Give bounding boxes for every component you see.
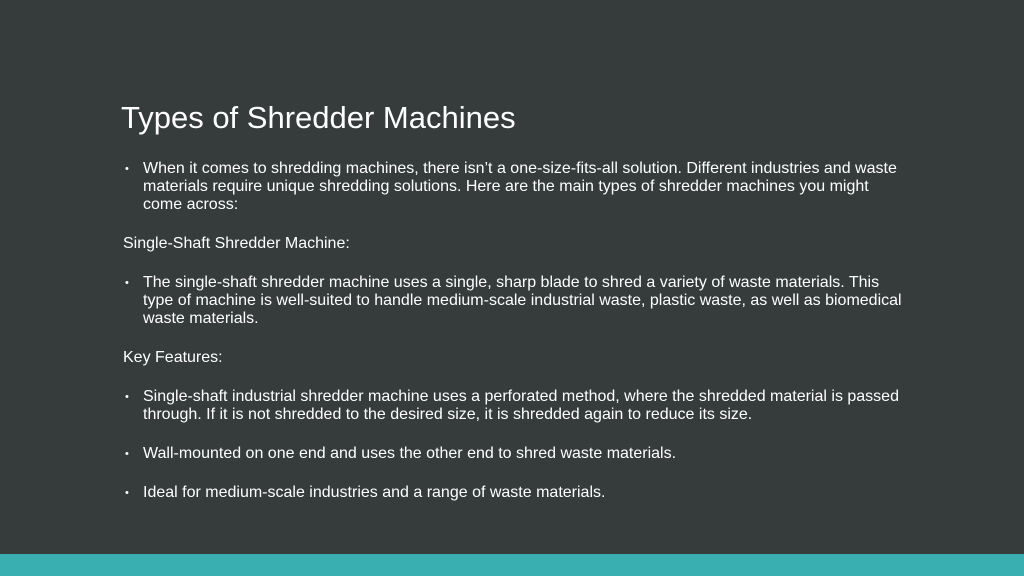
feature-bullet bbox=[122, 445, 912, 463]
intro-bullet-text: When it comes to shredding machines, there isn’t a one-size-fits-all solution. Different industries and waste materials require unique shredding solutions. Here are the main types of shredder machines you might come across: bbox=[143, 160, 897, 213]
feature-bullet-text: Single-shaft industrial shredder machine uses a perforated method, where the shredded material is passed through. If it is not shredded to the desired size, it is shredded again to reduce its size. bbox=[143, 388, 899, 423]
intro-bullet bbox=[122, 160, 912, 214]
bullet-icon: • bbox=[125, 277, 129, 289]
features-heading: Key Features: bbox=[123, 349, 223, 366]
slide-title: Types of Shredder Machines bbox=[121, 100, 516, 135]
feature-bullet bbox=[122, 484, 912, 502]
bullet-icon: • bbox=[125, 391, 129, 403]
bullet-icon: • bbox=[125, 163, 129, 175]
feature-bullet-text: Ideal for medium-scale industries and a range of waste materials. bbox=[143, 484, 606, 501]
footer-accent-bar bbox=[0, 554, 1024, 576]
section-bullet-text: The single-shaft shredder machine uses a single, sharp blade to shred a variety of waste materials. This type of machine is well-suited to handle medium-scale industrial waste, plastic waste, as well as biomedical waste materials. bbox=[143, 274, 902, 327]
bullet-icon: • bbox=[125, 487, 129, 499]
feature-bullet bbox=[122, 388, 912, 424]
section-heading: Single-Shaft Shredder Machine: bbox=[123, 235, 350, 252]
slide-body bbox=[122, 160, 912, 523]
feature-bullet-text: Wall-mounted on one end and uses the other end to shred waste materials. bbox=[143, 445, 677, 462]
bullet-icon: • bbox=[125, 448, 129, 460]
section-bullet bbox=[122, 274, 912, 328]
